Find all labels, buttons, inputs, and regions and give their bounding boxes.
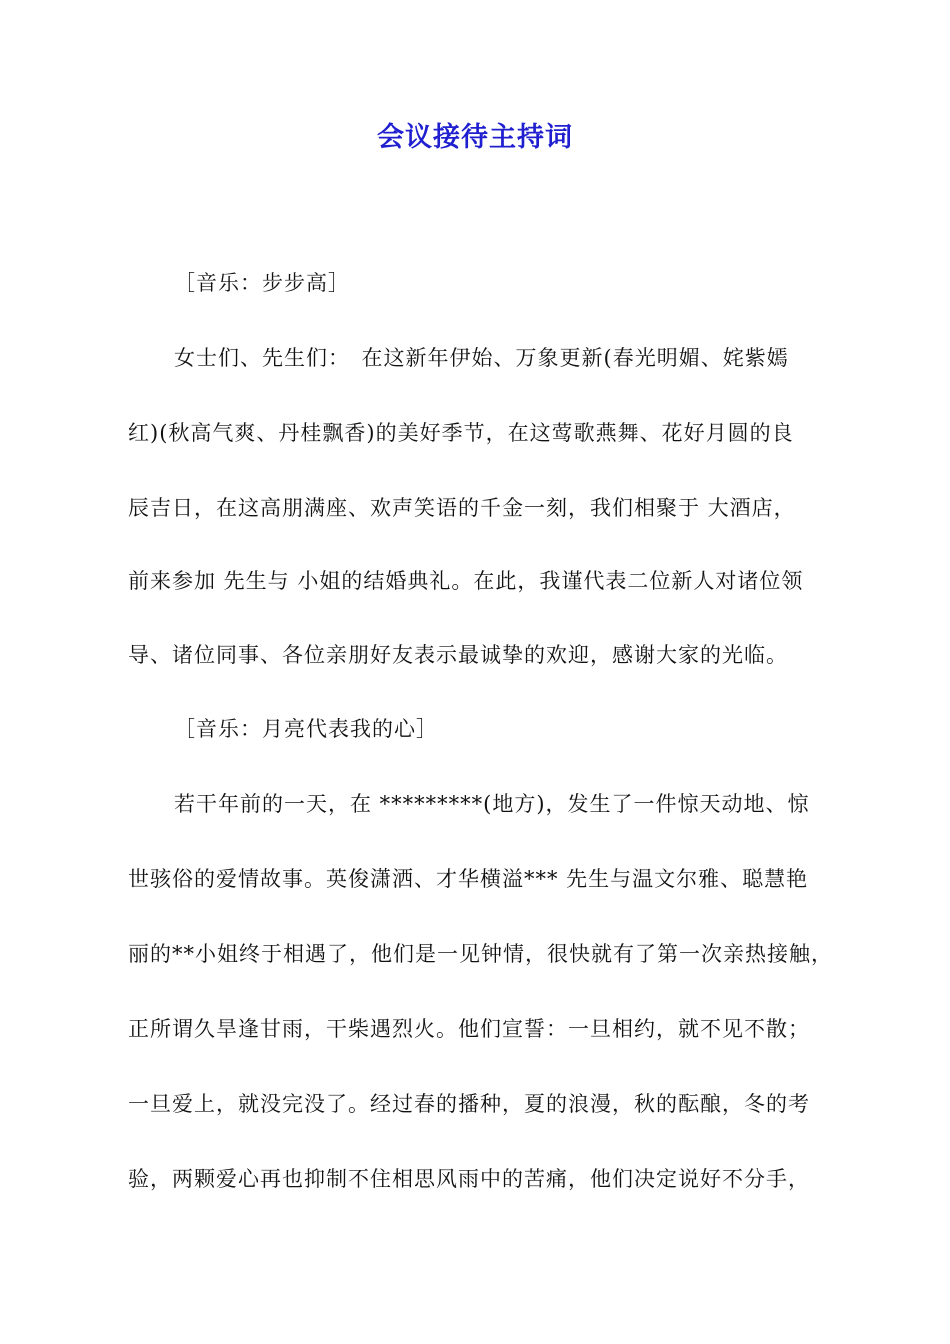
paragraph-line: 导、诸位同事、各位亲朋好友表示最诚挚的欢迎，感谢大家的光临。 [128,643,788,667]
paragraph-line: 若干年前的一天，在 *********(地方)，发生了一件惊天动地、惊 [174,792,810,816]
paragraph-line: 正所谓久旱逢甘雨，干柴遇烈火。他们宣誓：一旦相约，就不见不散； [128,1017,810,1041]
music-cue-2: ［音乐：月亮代表我的心］ [174,717,438,741]
paragraph-line: 丽的**小姐终于相遇了，他们是一见钟情，很快就有了第一次亲热接触， [128,942,833,966]
paragraph-line: 女士们、先生们： 在这新年伊始、万象更新(春光明媚、姹紫嫣 [174,346,789,370]
paragraph-line: 验，两颗爱心再也抑制不住相思风雨中的苦痛，他们决定说好不分手， [128,1167,810,1191]
music-cue-1: ［音乐：步步高］ [174,271,350,295]
paragraph-line: 红)(秋高气爽、丹桂飘香)的美好季节，在这莺歌燕舞、花好月圆的良 [128,421,794,445]
paragraph-line: 一旦爱上，就没完没了。经过春的播种，夏的浪漫，秋的酝酿，冬的考 [128,1092,810,1116]
paragraph-line: 世骇俗的爱情故事。英俊潇洒、才华横溢*** 先生与温文尔雅、聪慧艳 [128,867,809,891]
paragraph-line: 辰吉日，在这高朋满座、欢声笑语的千金一刻，我们相聚于 大酒店， [128,496,796,520]
document-title: 会议接待主持词 [377,122,573,153]
paragraph-line: 前来参加 先生与 小姐的结婚典礼。在此，我谨代表二位新人对诸位领 [128,569,804,593]
